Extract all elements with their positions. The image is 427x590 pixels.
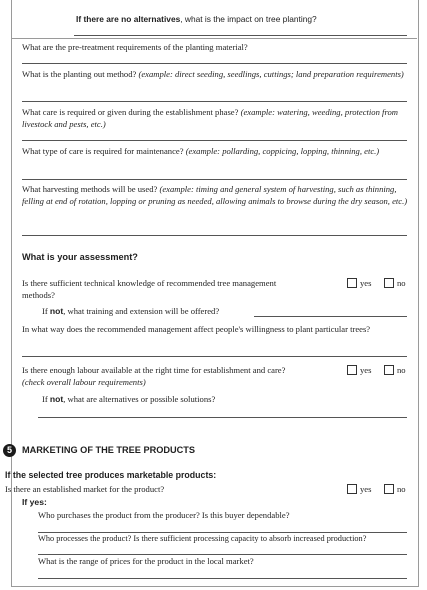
answer-line-training[interactable] (254, 316, 407, 317)
question-technical-knowledge: Is there sufficient technical knowledge of recommended tree management methods? (22, 278, 277, 300)
answer-line-labour[interactable] (38, 417, 407, 418)
question-willingness: In what way does the recommended management affect people's willingness to plant particular trees? (22, 324, 371, 334)
no-alternatives-bold: If there are no alternatives (76, 14, 181, 24)
section-number-badge: 5 (3, 444, 16, 457)
establishment-example: (example: watering, weeding, protection from livestock and pests, etc.) (22, 107, 398, 129)
planting-out-example: (example: direct seeding, seedlings, cuttings; land preparation requirements) (138, 69, 404, 79)
labour-yes-checkbox[interactable] (347, 365, 357, 375)
market-no-label: no (397, 484, 406, 494)
question-who-processes: Who processes the product? Is there sufficient processing capacity to absorb increased production? (38, 534, 367, 543)
establishment-text: What care is required or given during the establishment phase? (22, 107, 239, 117)
labour-followup-prefix: If (42, 394, 50, 404)
answer-line-establishment[interactable] (22, 140, 407, 141)
question-planting-out (22, 69, 408, 81)
question-maintenance (22, 146, 408, 158)
answer-line-willingness[interactable] (22, 356, 407, 357)
harvesting-example: (example: timing and general system of harvesting, such as thinning, felling at end of rotation, lopping or pruning as needed, allowing animals to browse during the dry season, etc.) (22, 184, 408, 206)
marketing-subheading: If the selected tree produces marketable products: (5, 470, 217, 480)
technical-knowledge-yes-checkbox[interactable] (347, 278, 357, 288)
labour-followup-bold: not (49, 394, 64, 404)
market-yes-checkbox[interactable] (347, 484, 357, 494)
if-yes-label: If yes: (22, 497, 47, 507)
question-harvesting (22, 184, 408, 207)
no-alternatives-rest: , what is the impact on tree planting? (180, 14, 317, 24)
question-established-market: Is there an established market for the product? (5, 484, 165, 494)
market-yes-label: yes (360, 484, 372, 494)
answer-line-planting-out[interactable] (22, 101, 407, 102)
question-pretreatment: What are the pre-treatment requirements of the planting material? (22, 42, 248, 52)
market-no-checkbox[interactable] (384, 484, 394, 494)
maintenance-text: What type of care is required for maintenance? (22, 146, 184, 156)
answer-line-pretreatment[interactable] (22, 63, 407, 64)
assessment-heading: What is your assessment? (22, 252, 138, 262)
answer-line-processing[interactable] (38, 554, 407, 555)
planting-out-text: What is the planting out method? (22, 69, 137, 79)
technical-knowledge-no-checkbox[interactable] (384, 278, 394, 288)
labour-note: (check overall labour requirements) (22, 376, 146, 387)
question-price-range: What is the range of prices for the product in the local market? (38, 556, 254, 566)
answer-line-prices[interactable] (38, 578, 407, 579)
divider (11, 38, 417, 39)
answer-line-maintenance[interactable] (22, 179, 407, 180)
answer-line-harvesting[interactable] (22, 235, 407, 236)
labour-no-label: no (397, 365, 406, 375)
marketing-section-title: MARKETING OF THE TREE PRODUCTS (22, 445, 196, 455)
question-who-purchases: Who purchases the product from the producer? Is this buyer dependable? (38, 510, 290, 520)
labour-yes-label: yes (360, 365, 372, 375)
maintenance-example: (example: pollarding, coppicing, lopping, thinning, etc.) (185, 146, 380, 156)
question-labour (22, 365, 342, 388)
labour-followup-rest: , what are alternatives or possible solutions? (63, 394, 216, 404)
technical-knowledge-yes-label: yes (360, 278, 372, 288)
question-establishment (22, 107, 408, 130)
training-followup (42, 306, 219, 318)
no-alternatives-question (76, 14, 317, 25)
training-followup-rest: , what training and extension will be offered? (63, 306, 220, 316)
labour-no-checkbox[interactable] (384, 365, 394, 375)
answer-line-alternatives[interactable] (74, 35, 407, 36)
training-followup-prefix: If (42, 306, 50, 316)
labour-followup (42, 394, 215, 406)
technical-knowledge-no-label: no (397, 278, 406, 288)
training-followup-bold: not (49, 306, 64, 316)
labour-text: Is there enough labour available at the right time for establishment and care? (22, 365, 286, 375)
harvesting-text: What harvesting methods will be used? (22, 184, 158, 194)
